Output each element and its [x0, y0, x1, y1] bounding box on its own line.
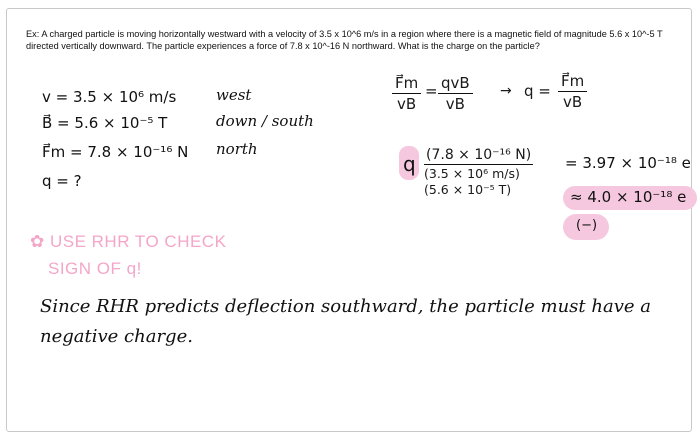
solution-result-rounded: ≈ 4.0 × 10⁻¹⁸ e [570, 188, 687, 206]
formula-q-numerator: F⃗m [558, 72, 587, 92]
solution-denominator-field: (5.6 × 10⁻⁵ T) [424, 182, 512, 197]
formula-vb-denominator: vB [397, 95, 417, 113]
formula-q-label: q = [524, 82, 551, 100]
rhr-note-line2: SIGN OF q! [48, 259, 142, 278]
given-velocity: v = 3.5 × 10⁶ m/s [42, 88, 177, 106]
velocity-direction: west [216, 86, 252, 104]
rhr-note-line1: ✿ USE RHR TO CHECK [30, 232, 227, 251]
given-field: B⃗ = 5.6 × 10⁻⁵ T [42, 114, 168, 132]
solution-q: q [403, 152, 416, 176]
given-charge-unknown: q = ? [42, 172, 82, 190]
given-force: F⃗m = 7.8 × 10⁻¹⁶ N [42, 143, 189, 161]
solution-sign: (−) [576, 218, 598, 233]
formula-fm-numerator: F⃗m [392, 74, 421, 94]
solution-result-exact: = 3.97 × 10⁻¹⁸ e [565, 154, 691, 172]
arrow-icon: → [500, 83, 512, 99]
solution-numerator: (7.8 × 10⁻¹⁶ N) [426, 147, 532, 163]
field-direction: down / south [216, 112, 314, 130]
formula-fraction-fm-over-vb [392, 74, 421, 113]
problem-statement: Ex: A charged particle is moving horizontally westward with a velocity of 3.5 x 10^6 m/s in a region where there is a magnetic field of magnitude 5.6 x 10^-5 T directed vertically downward. The particle experiences a force of 7.8 x 10^-16 N northward. What is the charge on the particle? [26, 29, 663, 51]
formula-vb-denominator-2: vB [445, 95, 465, 113]
force-direction: north [216, 140, 258, 158]
formula-qvb-numerator: qvB [438, 74, 473, 94]
formula-equals: = [425, 82, 438, 100]
solution-fraction [424, 147, 533, 197]
formula-q-denominator: vB [563, 93, 583, 111]
formula-fraction-q [558, 72, 587, 111]
formula-fraction-qvb-over-vb [438, 74, 473, 113]
solution-denominator-velocity: (3.5 × 10⁶ m/s) [424, 166, 520, 181]
conclusion-text: Since RHR predicts deflection southward, the particle must have a negative charge. [40, 296, 651, 347]
